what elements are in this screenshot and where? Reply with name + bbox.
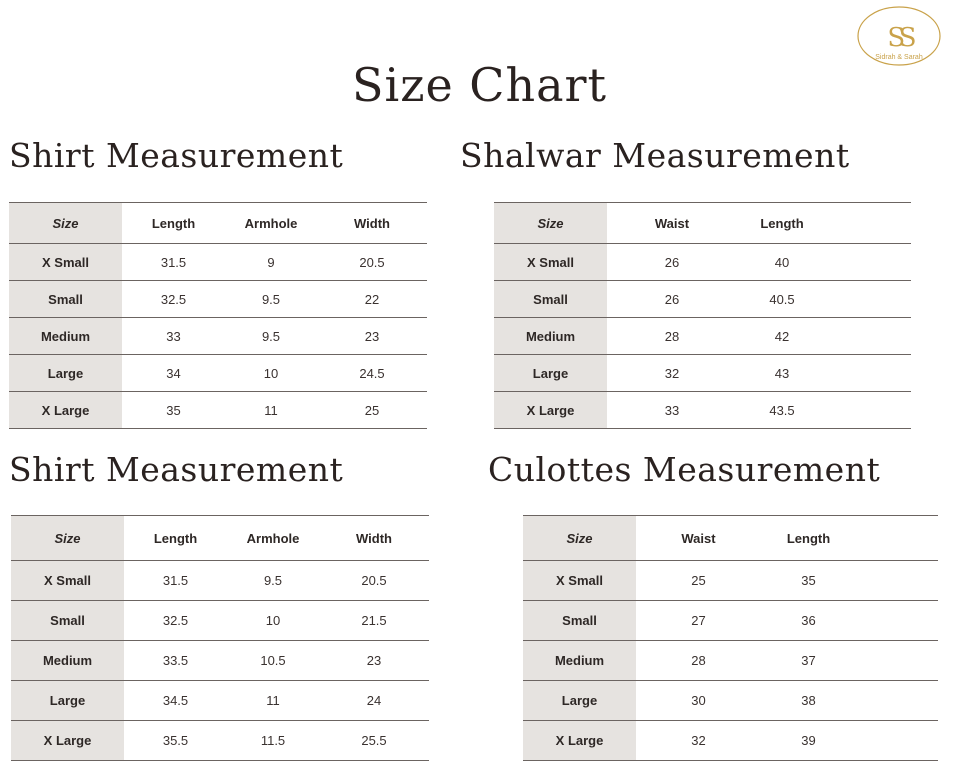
value-cell: 20.5: [359, 254, 385, 270]
shirt-measurement-table-1: [9, 202, 427, 429]
logo-monogram: SS: [887, 23, 911, 53]
size-cell: Small: [494, 281, 607, 318]
size-cell: X Large: [9, 392, 122, 429]
shirt-measurement-heading-2: Shirt Measurement: [9, 450, 344, 489]
size-cell: X Large: [523, 721, 636, 761]
value-cell: 31.5: [162, 573, 189, 588]
value-cell: 33: [166, 328, 181, 344]
table-row: [523, 601, 938, 641]
table-row: [523, 681, 938, 721]
shalwar-measurement-heading: Shalwar Measurement: [460, 136, 850, 175]
empty-cell: [856, 561, 938, 601]
size-cell: X Large: [494, 392, 607, 429]
value-cell: 23: [366, 653, 382, 668]
value-cell: 26: [664, 254, 680, 270]
table-row: [9, 355, 427, 392]
table-row: [494, 281, 911, 318]
table-row: [11, 641, 429, 681]
culottes-measurement-heading: Culottes Measurement: [488, 450, 881, 489]
size-cell: Large: [523, 681, 636, 721]
shirt-measurement-table-2: [11, 515, 429, 761]
size-cell: Medium: [11, 641, 124, 681]
column-header: Length: [151, 215, 196, 231]
column-header: Width: [356, 530, 392, 546]
value-cell: 24: [366, 693, 382, 708]
value-cell: 40: [774, 254, 790, 270]
value-cell: 25: [364, 402, 380, 418]
logo-brand-name: Sidrah & Sarah: [875, 54, 923, 61]
value-cell: 39: [801, 733, 816, 748]
value-cell: 37: [801, 653, 816, 668]
value-cell: 40.5: [769, 291, 795, 307]
column-header: Length: [786, 530, 831, 546]
column-header: Size: [11, 516, 124, 561]
value-cell: 9.5: [261, 328, 281, 344]
value-cell: 33.5: [162, 653, 189, 668]
size-cell: Medium: [494, 318, 607, 355]
value-cell: 35: [801, 573, 816, 588]
value-cell: 11: [264, 402, 278, 418]
empty-cell: [827, 244, 911, 281]
value-cell: 21.5: [361, 613, 387, 628]
value-cell: 9: [267, 254, 275, 270]
size-cell: Small: [9, 281, 122, 318]
value-cell: 32: [664, 365, 680, 381]
table-row: [523, 721, 938, 761]
empty-cell: [827, 281, 911, 318]
value-cell: 35.5: [162, 733, 189, 748]
column-header: Length: [760, 215, 804, 231]
size-cell: Large: [494, 355, 607, 392]
value-cell: 11.5: [260, 733, 286, 748]
column-header: Waist: [681, 530, 716, 546]
page-title: Size Chart: [351, 58, 608, 112]
table-row: [494, 392, 911, 429]
size-cell: Medium: [9, 318, 122, 355]
table-row: [494, 318, 911, 355]
value-cell: 10: [265, 613, 281, 628]
size-cell: Medium: [523, 641, 636, 681]
value-cell: 30: [691, 693, 706, 708]
table-row: [11, 601, 429, 641]
value-cell: 28: [664, 328, 680, 344]
value-cell: 32.5: [162, 613, 189, 628]
column-header: Width: [354, 215, 390, 231]
value-cell: 35: [166, 402, 181, 418]
shalwar-measurement-table: [494, 202, 911, 429]
value-cell: 26: [664, 291, 680, 307]
value-cell: 25: [691, 573, 706, 588]
value-cell: 23: [364, 328, 380, 344]
size-cell: X Small: [11, 561, 124, 601]
table-row: [11, 721, 429, 761]
empty-cell: [827, 318, 911, 355]
value-cell: 33: [664, 402, 680, 418]
value-cell: 32.5: [160, 291, 187, 307]
value-cell: 43: [774, 365, 790, 381]
empty-cell: [856, 601, 938, 641]
empty-cell: [827, 392, 911, 429]
value-cell: 9.5: [263, 573, 283, 588]
value-cell: 38: [801, 693, 816, 708]
size-cell: X Large: [11, 721, 124, 761]
value-cell: 24.5: [359, 365, 385, 381]
shirt-measurement-heading-1: Shirt Measurement: [9, 136, 344, 175]
value-cell: 32: [691, 733, 706, 748]
empty-cell: [856, 721, 938, 761]
column-header: Length: [153, 530, 198, 546]
size-cell: Small: [11, 601, 124, 641]
value-cell: 34: [166, 365, 181, 381]
empty-header: [856, 516, 938, 561]
table-row: [494, 355, 911, 392]
value-cell: 11: [266, 693, 280, 708]
value-cell: 9.5: [261, 291, 281, 307]
column-header: Waist: [654, 215, 690, 231]
table-row: [523, 641, 938, 681]
value-cell: 10.5: [260, 653, 286, 668]
table-row: [9, 392, 427, 429]
table-row: [523, 561, 938, 601]
value-cell: 22: [364, 291, 380, 307]
empty-cell: [827, 355, 911, 392]
value-cell: 27: [691, 613, 706, 628]
empty-cell: [856, 681, 938, 721]
value-cell: 10: [263, 365, 279, 381]
value-cell: 25.5: [361, 733, 387, 748]
size-cell: X Small: [494, 244, 607, 281]
size-cell: Small: [523, 601, 636, 641]
column-header: Size: [9, 203, 122, 244]
table-row: [494, 244, 911, 281]
size-cell: X Small: [9, 244, 122, 281]
value-cell: 31.5: [160, 254, 187, 270]
column-header: Armhole: [244, 215, 298, 231]
culottes-measurement-table: [523, 515, 938, 761]
empty-cell: [856, 641, 938, 681]
value-cell: 20.5: [361, 573, 387, 588]
column-header: Size: [494, 203, 607, 244]
value-cell: 34.5: [162, 693, 189, 708]
empty-header: [827, 203, 911, 244]
value-cell: 28: [691, 653, 706, 668]
table-row: [11, 681, 429, 721]
size-cell: Large: [9, 355, 122, 392]
table-row: [9, 281, 427, 318]
value-cell: 43.5: [769, 402, 795, 418]
value-cell: 42: [774, 328, 790, 344]
column-header: Armhole: [246, 530, 300, 546]
size-cell: Large: [11, 681, 124, 721]
table-row: [11, 561, 429, 601]
size-cell: X Small: [523, 561, 636, 601]
table-row: [9, 318, 427, 355]
value-cell: 36: [801, 613, 816, 628]
column-header: Size: [523, 516, 636, 561]
table-row: [9, 244, 427, 281]
